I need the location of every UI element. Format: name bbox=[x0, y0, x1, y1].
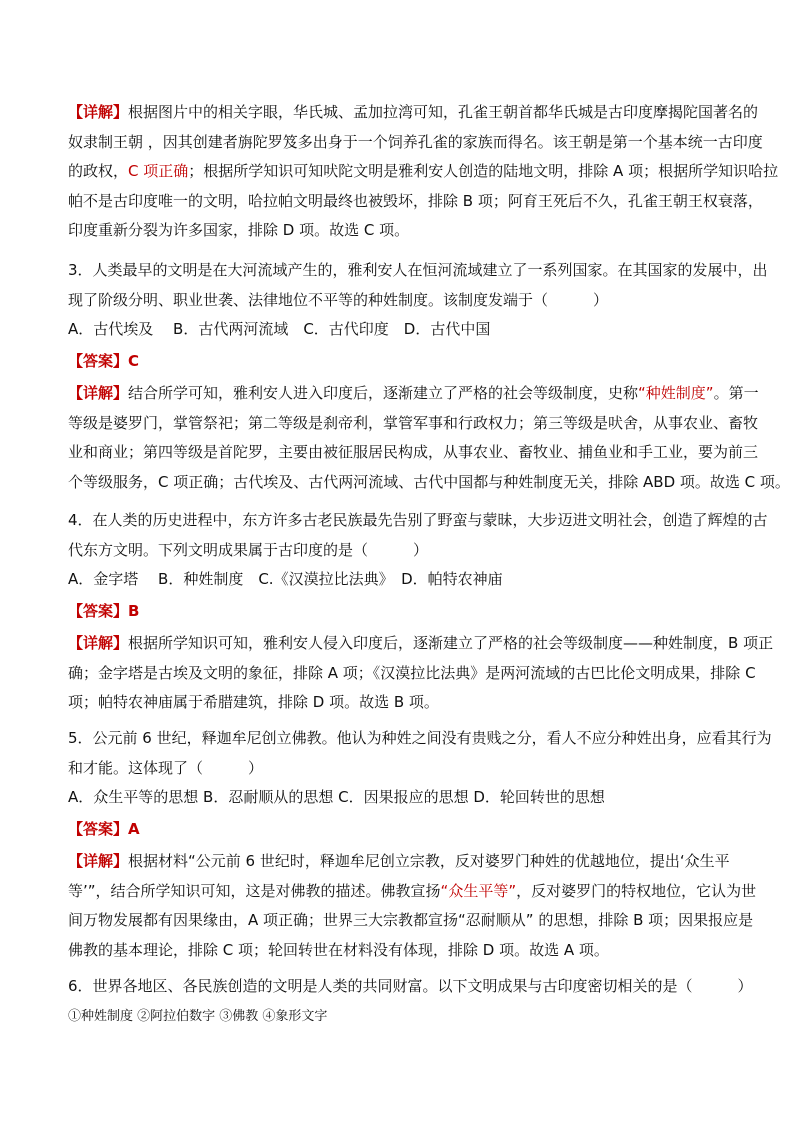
question-4-options: A．金字塔 B．种姓制度 C.《汉漠拉比法典》 D．帕特农神庙 bbox=[68, 570, 503, 588]
question-5-options: A．众生平等的思想 B．忍耐顺从的思想 C．因果报应的思想 D．轮回转世的思想 bbox=[68, 788, 605, 806]
question-6-options: ①种姓制度 ②阿拉伯数字 ③佛教 ④象形文字 bbox=[68, 1008, 328, 1024]
question-4-stem: 4．在人类的历史进程中，东方许多古老民族最先告别了野蛮与蒙昧，大步迈进文明社会，创造了辉煌的古 bbox=[68, 511, 768, 529]
question-4: 4．在人类的历史进程中，东方许多古老民族最先告别了野蛮与蒙昧，大步迈进文明社会，创造了辉煌的古 代东方文明。下列文明成果属于古印度的是（ ） A．金字塔 B．种姓制度 C.《汉漠拉比法典》 D．帕特农神庙 bbox=[68, 506, 728, 595]
question-3-options: A．古代埃及 B．古代两河流域 C．古代印度 D．古代中国 bbox=[68, 320, 491, 338]
question-6 bbox=[68, 972, 753, 1031]
explanation-q3: 【详解】结合所学可知，雅利安人进入印度后，逐渐建立了严格的社会等级制度，史称“种姓制度”。第一 等级是婆罗门，掌管祭祀；第二等级是刹帝利，掌管军事和行政权力；第三等级是吠舍，从事农业、畜牧 业和商业；第四等级是首陀罗，主要由被征服居民构成，从事农业、畜牧业、捕鱼业和手工业，要为前三 个等级服务，C 项正确；古代埃及、古代两河流域、古代中国都与种姓制度无关，排除 ABD 项。故选 C 项。 bbox=[68, 384, 790, 491]
question-6-stem: 6．世界各地区、各民族创造的文明是人类的共同财富。以下文明成果与古印度密切相关的是（ ） bbox=[68, 977, 753, 995]
question-3: 3．人类最早的文明是在大河流域产生的，雅利安人在恒河流域建立了一系列国家。在其国家的发展中，出 现了阶级分明、职业世袭、法律地位不平等的种姓制度。该制度发端于（ ） A．古代埃及 B．古代两河流域 C．古代印度 D．古代中国 bbox=[68, 256, 728, 345]
explanation-q4: 【详解】根据所学知识可知，雅利安人侵入印度后，逐渐建立了严格的社会等级制度——种姓制度，B 项正 确；金字塔是古埃及文明的象征，排除 A 项；《汉漠拉比法典》是两河流域的古巴比伦文明成果，排除 C 项；帕特农神庙属于希腊建筑，排除 D 项。故选 B 项。 bbox=[68, 634, 774, 711]
question-5: 5．公元前 6 世纪，释迦牟尼创立佛教。他认为种姓之间没有贵贱之分，看人不应分种姓出身，应看其行为 和才能。这体现了（ ） A．众生平等的思想 B．忍耐顺从的思想 C．因果报应的思想 D．轮回转世的思想 bbox=[68, 724, 728, 813]
answer-q4: 【答案】B bbox=[68, 602, 140, 620]
question-5-stem: 5．公元前 6 世纪，释迦牟尼创立佛教。他认为种姓之间没有贵贱之分，看人不应分种姓出身，应看其行为 bbox=[68, 729, 772, 747]
answer-q3: 【答案】C bbox=[68, 352, 140, 370]
answer-q5: 【答案】A bbox=[68, 820, 140, 838]
explanation-q5: 【详解】根据材料“公元前 6 世纪时，释迦牟尼创立宗教，反对婆罗门种姓的优越地位，提出‘众生平 等’”，结合所学知识可知，这是对佛教的描述。佛教宣扬“众生平等”，反对婆罗门的特权地位，它认为世 间万物发展都有因果缘由，A 项正确；世界三大宗教都宣扬“忍耐顺从” 的思想，排除 B 项；因果报应是 佛教的基本理论，排除 C 项；轮回转世在材料没有体现，排除 D 项。故选 A 项。 bbox=[68, 852, 757, 959]
answer-tag: 【答案】 bbox=[68, 352, 129, 370]
question-3-stem: 3．人类最早的文明是在大河流域产生的，雅利安人在恒河流域建立了一系列国家。在其国家的发展中，出 bbox=[68, 261, 768, 279]
explanation-q2: 【详解】根据图片中的相关字眼，华氏城、孟加拉湾可知，孔雀王朝首都华氏城是古印度摩揭陀国著名的 奴隶制王朝 ，因其创建者旃陀罗笈多出身于一个饲养孔雀的家族而得名。该王朝是第一个基本统一古印度 的政权，C 项正确；根据所学知识可知吠陀文明是雅利安人创造的陆地文明，排除 A 项；根据所学知识哈拉 帕不是古印度唯一的文明，哈拉帕文明最终也被毁坏，排除 B 项；阿育王死后不久，孔雀王朝王权衰落， 印度重新分裂为许多国家，排除 D 项。故选 C 项。 bbox=[68, 103, 779, 239]
detail-tag: 【详解】 bbox=[68, 103, 129, 121]
